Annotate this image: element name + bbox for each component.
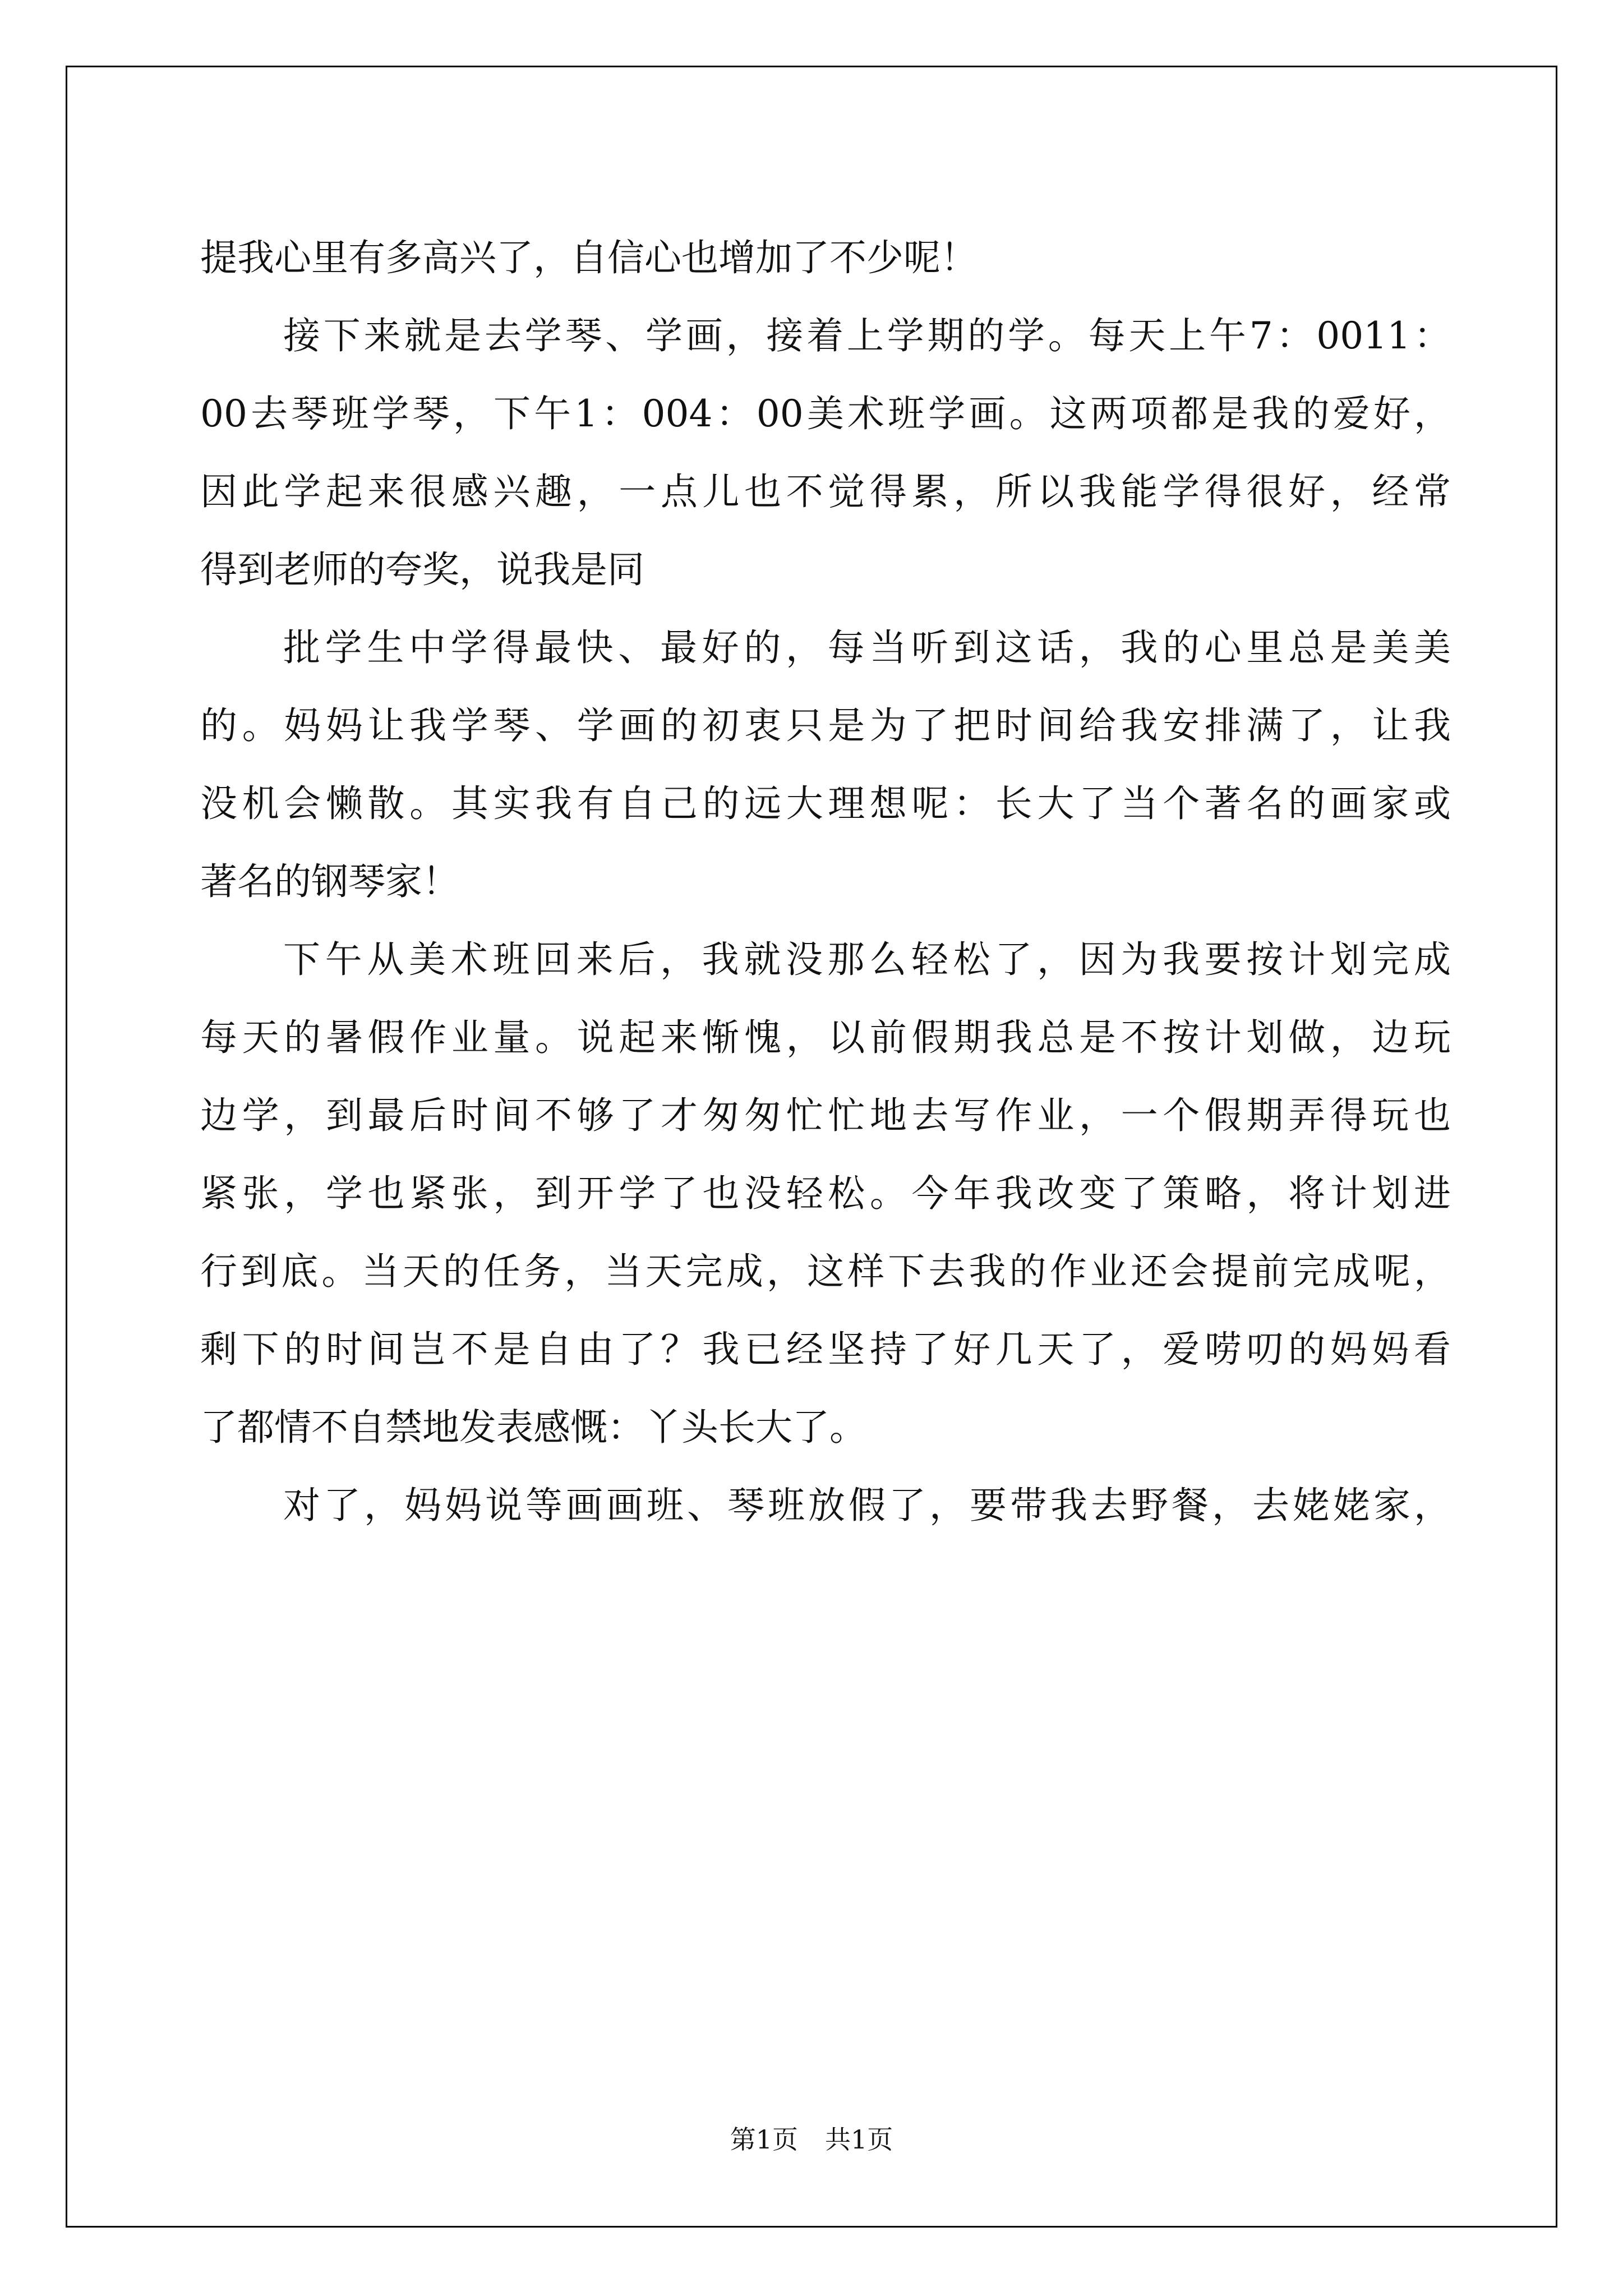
text-line: 每天的暑假作业量。说起来惭愧，以前假期我总是不按计划做，边玩 [200,1016,1451,1059]
text-line: 了都情不自禁地发表感慨：丫头长大了。 [200,1406,866,1449]
text-line: 边学，到最后时间不够了才匆匆忙忙地去写作业，一个假期弄得玩也 [200,1094,1451,1137]
document-body [200,219,1451,1544]
text-line: 紧张，学也紧张，到开学了也没轻松。今年我改变了策略，将计划进 [200,1172,1451,1215]
text-line: 提我心里有多高兴了，自信心也增加了不少呢！ [200,236,978,279]
text-line: 行到底。当天的任务，当天完成，这样下去我的作业还会提前完成呢， [200,1250,1451,1293]
text-line: 剩下的时间岂不是自由了？我已经坚持了好几天了，爱唠叨的妈妈看 [200,1328,1451,1371]
page-number-total: 共1页 [825,2124,893,2155]
text-line: 没机会懒散。其实我有自己的远大理想呢：长大了当个著名的画家或 [200,782,1451,825]
text-line: 的。妈妈让我学琴、学画的初衷只是为了把时间给我安排满了，让我 [200,704,1451,747]
text-line: 著名的钢琴家！ [200,860,459,903]
page-footer [0,2119,1623,2156]
text-line: 批学生中学得最快、最好的，每当听到这话，我的心里总是美美 [283,626,1451,669]
page-number-current: 第1页 [730,2124,798,2155]
text-line: 对了，妈妈说等画画班、琴班放假了，要带我去野餐，去姥姥家， [283,1484,1451,1527]
text-line: 因此学起来很感兴趣，一点儿也不觉得累，所以我能学得很好，经常 [200,470,1451,513]
text-line: 下午从美术班回来后，我就没那么轻松了，因为我要按计划完成 [283,938,1451,981]
text-line: 接下来就是去学琴、学画，接着上学期的学。每天上午7：0011： [283,314,1451,357]
text-line: 得到老师的夸奖，说我是同 [200,548,644,591]
text-line: 00去琴班学琴，下午1：004：00美术班学画。这两项都是我的爱好， [200,392,1451,435]
